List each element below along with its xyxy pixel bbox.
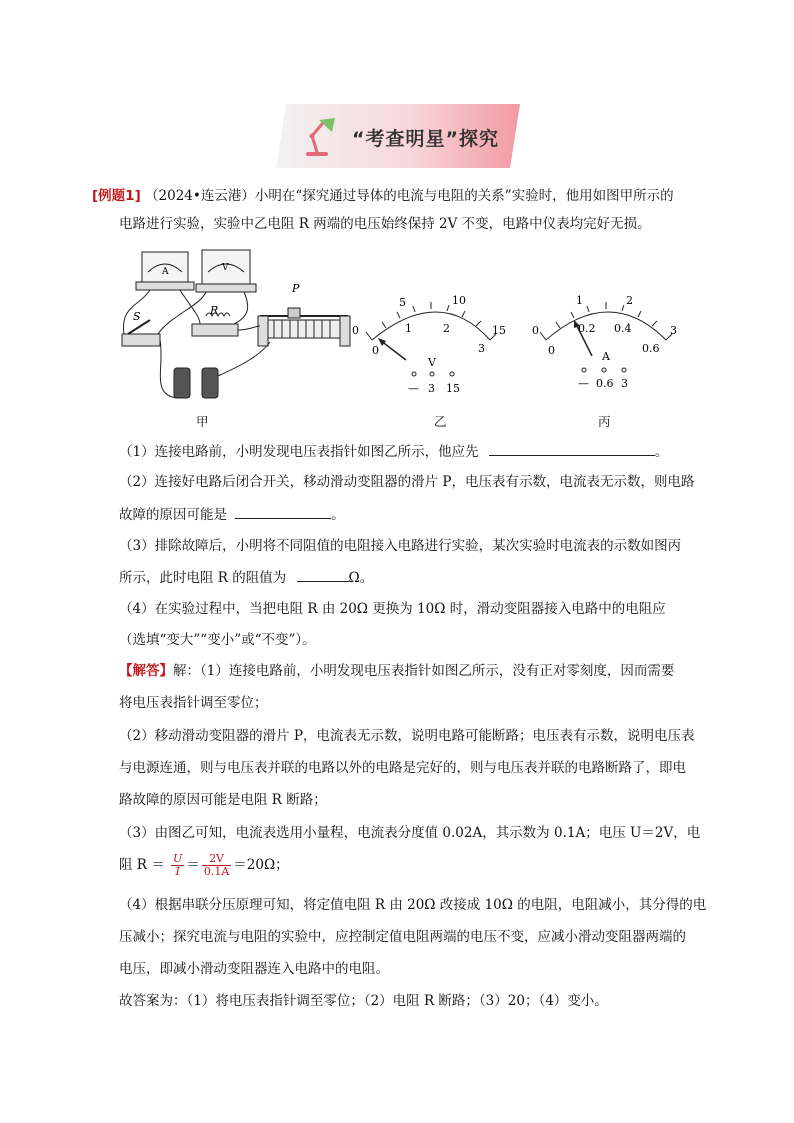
- answer-line-6: （3）由图乙可知，电流表选用小量程，电流表分度值 0.02A，其示数为 0.1A；电压 U＝2V，电: [119, 825, 701, 841]
- ammeter-terminal-neg: —: [578, 377, 589, 390]
- answer-line-4: 与电源连通，则与电压表并联的电路以外的电路是完好的，则与电压表并联的电路断路了，即电: [119, 760, 686, 776]
- resistor-label: R: [210, 304, 219, 317]
- banner-title: “考查明星”探究: [352, 128, 499, 150]
- ammeter-outer-tick-1: 1: [576, 294, 583, 307]
- voltmeter-terminal-neg: —: [408, 382, 419, 395]
- voltmeter-inner-tick-1: 1: [405, 322, 412, 335]
- question-3-text: 所示，此时电阻 R 的阻值为: [119, 570, 287, 586]
- circuit-and-meters-diagram: [110, 246, 710, 436]
- question-2-line-2: [119, 504, 709, 526]
- question-1-end: 。: [654, 444, 669, 460]
- example-line-1: [92, 186, 682, 207]
- question-1-text: （1）连接电路前，小明发现电压表指针如图乙所示，他应先: [119, 444, 479, 460]
- fraction-1-denominator: I: [175, 865, 180, 878]
- voltmeter-terminal-3: 3: [428, 382, 435, 395]
- question-3-line-2: [119, 567, 709, 589]
- fraction-u-over-i: [171, 853, 184, 878]
- question-2-text: 故障的原因可能是: [119, 507, 227, 523]
- answer-formula-result: ＝20Ω；: [233, 857, 289, 873]
- answer-1-text: 解：（1）连接电路前，小明发现电压表指针如图乙所示，没有正对零刻度，因而需要: [173, 663, 675, 679]
- answer-blank-3[interactable]: [297, 567, 349, 582]
- example-tag: [例题1]: [92, 188, 141, 204]
- fraction-2-denominator: 0.1A: [203, 865, 230, 878]
- figure-label-jia: 甲: [196, 414, 209, 429]
- answer-line-2: 将电压表指针调至零位；: [119, 695, 268, 711]
- ammeter-outer-tick-3: 3: [670, 324, 677, 337]
- question-4-line-1: （4）在实验过程中，当把电阻 R 由 20Ω 更换为 10Ω 时，滑动变阻器接入电路中的电阻应: [119, 601, 666, 617]
- equals-sign: ＝: [186, 857, 200, 873]
- voltmeter-outer-tick-5: 5: [399, 296, 406, 309]
- ammeter-inner-tick-06: 0.6: [642, 342, 660, 355]
- answer-line-5: 路故障的原因可能是电阻 R 断路；: [119, 792, 327, 808]
- circuit-diagram: [122, 250, 350, 398]
- voltmeter-terminal-15: 15: [446, 382, 460, 395]
- voltmeter-unit: V: [428, 356, 436, 369]
- question-3-line-1: （3）排除故障后，小明将不同阻值的电阻接入电路进行实验，某次实验时电流表的示数如图丙: [119, 538, 682, 554]
- ammeter-unit: A: [602, 350, 610, 363]
- figure-label-bing: 丙: [598, 414, 611, 429]
- voltmeter-inner-tick-2: 2: [443, 322, 450, 335]
- circuit-ammeter-label: A: [162, 267, 169, 277]
- ammeter-outer-tick-2: 2: [626, 294, 633, 307]
- example-line-2: 电路进行实验，实验中乙电阻 R 两端的电压始终保持 2V 不变，电路中仪表均完好无损。: [119, 216, 651, 232]
- ammeter-terminal-3: 3: [621, 377, 628, 390]
- answer-line-7: [119, 852, 709, 878]
- slider-label: P: [292, 282, 300, 295]
- answer-line-10: 电压，即减小滑动变阻器连入电路中的电阻。: [119, 961, 389, 977]
- example-text-1: （2024•连云港）小明在“探究通过导体的电流与电阻的关系”实验时，他用如图甲所示的: [145, 188, 674, 204]
- answer-line-3: （2）移动滑动变阻器的滑片 P，电流表无示数，说明电路可能断路；电压表有示数，说明电压表: [119, 728, 695, 744]
- section-banner: [276, 104, 520, 168]
- question-2-end: 。: [331, 507, 345, 523]
- ammeter-terminal-06: 0.6: [596, 377, 614, 390]
- ammeter-inner-tick-02: 0.2: [578, 322, 596, 335]
- question-4-line-2: （选填“变大”“变小”或“不变”）。: [119, 632, 316, 648]
- voltmeter-inner-tick-0: 0: [372, 344, 379, 357]
- question-1: [119, 441, 709, 463]
- voltmeter-inner-tick-3: 3: [478, 342, 485, 355]
- final-answer: 故答案为：（1）将电压表指针调至零位；（2）电阻 R 断路；（3）20；（4）变小。: [119, 993, 608, 1009]
- circuit-voltmeter-label: V: [222, 263, 229, 273]
- answer-line-1: [119, 661, 709, 682]
- experiment-figure: [110, 246, 710, 436]
- answer-line-9: 压减小；探究电流与电阻的实验中，应控制定值电阻两端的电压不变，应减小滑动变阻器两端的: [119, 929, 686, 945]
- switch-label: S: [133, 310, 141, 323]
- ammeter-outer-tick-0: 0: [532, 324, 539, 337]
- voltmeter-outer-tick-15: 15: [492, 324, 506, 337]
- ammeter-inner-tick-04: 0.4: [614, 322, 632, 335]
- fraction-1-numerator: U: [173, 852, 183, 865]
- answer-blank-2[interactable]: [235, 504, 331, 519]
- desk-lamp-icon: [302, 114, 342, 158]
- question-3-end: Ω。: [348, 570, 374, 586]
- answer-blank-1[interactable]: [489, 441, 655, 456]
- ammeter-inner-tick-0: 0: [548, 344, 555, 357]
- voltmeter-outer-tick-0: 0: [352, 324, 359, 337]
- fraction-2v-over-01a: [202, 853, 231, 878]
- answer-tag: 【解答】: [119, 663, 173, 679]
- voltmeter-outer-tick-10: 10: [452, 294, 466, 307]
- answer-line-8: （4）根据串联分压原理可知，将定值电阻 R 由 20Ω 改接成 10Ω 的电阻，电阻减小，其分得的电: [119, 897, 707, 913]
- answer-formula-prefix: 阻 R ＝: [119, 857, 165, 873]
- question-2-line-1: （2）连接好电路后闭合开关，移动滑动变阻器的滑片 P，电压表有示数，电流表无示数，则电路: [119, 474, 695, 490]
- fraction-2-numerator: 2V: [202, 853, 231, 866]
- figure-label-yi: 乙: [434, 414, 447, 429]
